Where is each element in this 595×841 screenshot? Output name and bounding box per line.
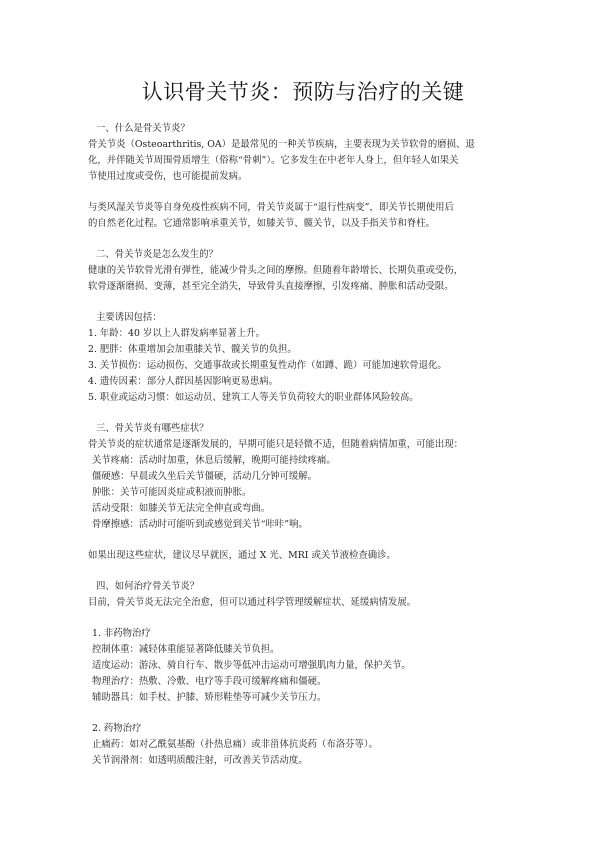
- section-heading: 一、什么是骨关节炎？: [96, 123, 190, 134]
- symptom-item: 僵硬感：早晨或久坐后关节僵硬，活动几分钟可缓解。: [92, 471, 318, 482]
- subsection-title: 1. 非药物治疗: [92, 628, 151, 639]
- treatment-item: 控制体重：减轻体重能显著降低膝关节负担。: [92, 644, 280, 655]
- document-body: [88, 121, 518, 769]
- symptom-item: 活动受限：如膝关节无法完全伸直或弯曲。: [92, 503, 271, 514]
- treatment-item: 止痛药：如对乙酰氨基酚（扑热息痛）或非甾体抗炎药（布洛芬等）。: [92, 739, 378, 750]
- subsection-title: 2. 药物治疗: [92, 723, 142, 734]
- symptom-item: 肿胀：关节可能因炎症或积液而肿胀。: [92, 487, 252, 498]
- cause-item: 5. 职业或运动习惯：如运动员、建筑工人等关节负荷较大的职业群体风险较高。: [88, 392, 419, 403]
- paragraph-line: 节使用过度或受伤，也可能提前发病。: [88, 171, 248, 182]
- cause-item: 1. 年龄：40 岁以上人群发病率显著上升。: [88, 328, 265, 339]
- causes-intro: 主要诱因包括：: [96, 312, 162, 323]
- page-title: 认识骨关节炎：预防与治疗的关键: [141, 80, 465, 104]
- treatment-item: 适度运动：游泳、骑自行车、散步等低冲击运动可增强肌肉力量，保护关节。: [92, 660, 411, 671]
- paragraph-line: 化，并伴随关节周围骨质增生（俗称“骨刺”）。它多发生在中老年人身上，但年轻人如果关: [88, 155, 459, 166]
- paragraph-line: 软骨逐渐磨损、变薄，甚至完全消失，导致骨头直接摩擦，引发疼痛、肿胀和活动受限。: [88, 281, 454, 292]
- paragraph-line: 的自然老化过程。它通常影响承重关节，如膝关节、髋关节，以及手指关节和脊柱。: [88, 218, 435, 229]
- paragraph-line: 目前，骨关节炎无法完全治愈，但可以通过科学管理缓解症状、延缓病情发展。: [88, 597, 417, 608]
- cause-item: 3. 关节损伤：运动损伤、交通事故或长期重复性动作（如蹲、跪）可能加速软骨退化。: [88, 360, 447, 371]
- treatment-item: 辅助器具：如手杖、护膝、矫形鞋垫等可减少关节压力。: [92, 692, 327, 703]
- paragraph-line: 骨关节炎（Osteoarthritis, OA）是最常见的一种关节疾病，主要表现为关节软骨的磨损、退: [88, 139, 475, 150]
- section-heading: 四、如何治疗骨关节炎？: [96, 581, 200, 592]
- treatment-item: 关节润滑剂：如透明质酸注射，可改善关节活动度。: [92, 755, 308, 766]
- section-heading: 三、骨关节炎有哪些症状？: [96, 423, 209, 434]
- paragraph-line: 如果出现这些症状，建议尽早就医，通过 X 光、MRI 或关节液检查确诊。: [88, 550, 396, 561]
- paragraph-line: 健康的关节软骨光滑有弹性，能减少骨头之间的摩擦。但随着年龄增长、长期负重或受伤，: [88, 265, 464, 276]
- section-heading: 二、骨关节炎是怎么发生的？: [96, 249, 218, 260]
- cause-item: 4. 遗传因素：部分人群因基因影响更易患病。: [88, 376, 279, 387]
- paragraph-line: 骨关节炎的症状通常是逐渐发展的，早期可能只是轻微不适，但随着病情加重，可能出现：: [88, 439, 464, 450]
- symptom-item: 骨摩擦感：活动时可能听到或感觉到关节“咔咔”响。: [92, 519, 308, 530]
- treatment-item: 物理治疗：热敷、冷敷、电疗等手段可缓解疼痛和僵硬。: [92, 676, 327, 687]
- symptom-item: 关节疼痛：活动时加重，休息后缓解，晚期可能持续疼痛。: [92, 455, 336, 466]
- cause-item: 2. 肥胖：体重增加会加重膝关节、髋关节的负担。: [88, 344, 297, 355]
- paragraph-line: 与类风湿关节炎等自身免疫性疾病不同，骨关节炎属于“退行性病变”，即关节长期使用后: [88, 202, 454, 213]
